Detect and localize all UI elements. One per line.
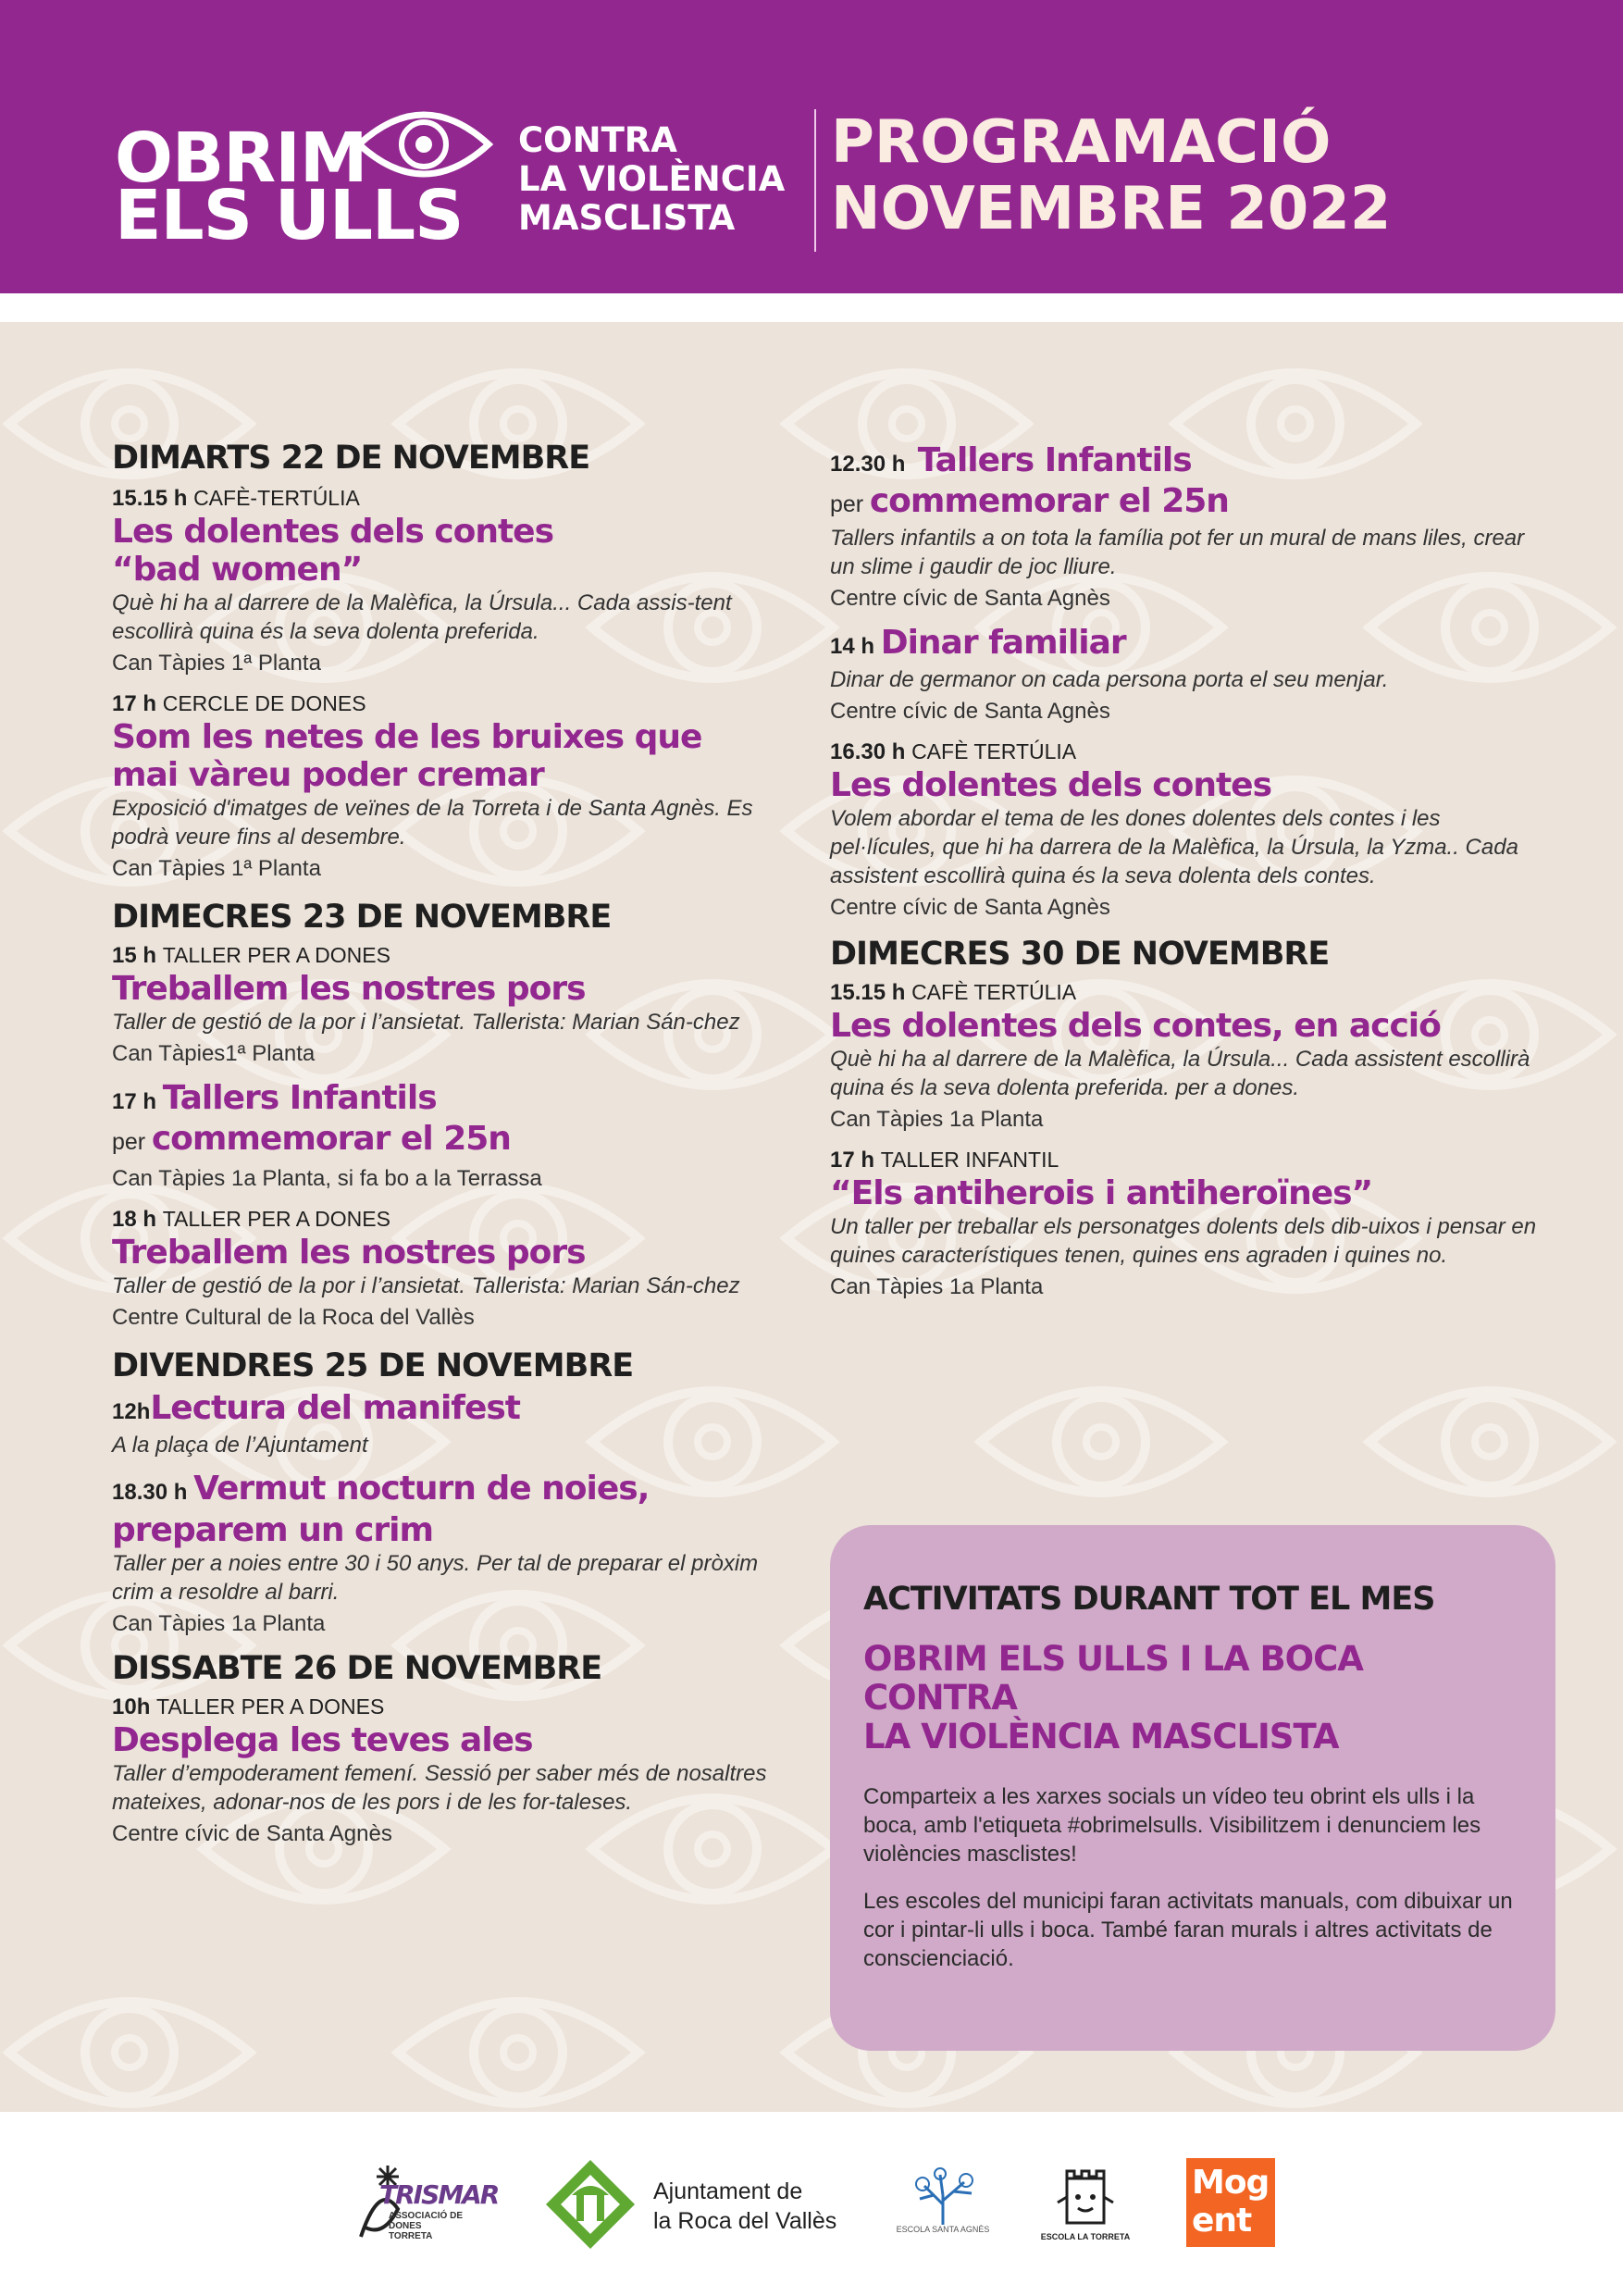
- event-title: “bad women”: [112, 551, 363, 589]
- event-time: 12h: [112, 1399, 151, 1424]
- day-heading: DIMECRES 30 DE NOVEMBRE: [830, 936, 1330, 973]
- event-item: [830, 625, 1542, 726]
- event-time: 18 h: [112, 1207, 157, 1232]
- event-title: Les dolentes dels contes: [112, 513, 554, 551]
- escola-la-torreta-name: ESCOLA LA TORRETA: [1040, 2232, 1131, 2241]
- event-item: [112, 689, 797, 884]
- event-time-line: [112, 689, 797, 718]
- event-time: 17 h: [112, 691, 157, 716]
- event-item: [830, 442, 1542, 614]
- day-heading: DIMARTS 22 DE NOVEMBRE: [112, 440, 590, 477]
- event-time-line: [112, 1080, 797, 1121]
- event-item: [830, 1146, 1542, 1302]
- event-title: mai vàreu poder cremar: [112, 756, 544, 794]
- event-place: Can Tàpies 1ª Planta: [112, 651, 321, 676]
- event-item: [112, 941, 797, 1069]
- event-description: Volem abordar el tema de les dones dolentes dels contes i les pel·lícules, que hi ha darrera de la Malèfica, la Úrsula, la Yzma.. Cada assistent escollirà quina és la seva dolenta dels contes.: [830, 806, 1518, 888]
- day-heading: DIVENDRES 25 DE NOVEMBRE: [112, 1347, 634, 1384]
- ajuntament-logo: [544, 2154, 849, 2256]
- event-description: Taller de gestió de la por i l’ansietat. Tallerista: Marian Sán-chez: [112, 1010, 740, 1035]
- event-place: Can Tàpies 1a Planta: [830, 1107, 1044, 1132]
- ajuntament-emblem-icon: [544, 2158, 637, 2251]
- event-description: Exposició d'imatges de veïnes de la Torreta i de Santa Agnès. Es podrà veure fins al desembre.: [112, 796, 753, 850]
- event-title: preparem un crim: [112, 1511, 433, 1549]
- event-item: [112, 1471, 797, 1639]
- mogent-name-line: Mog: [1192, 2164, 1270, 2202]
- schedule-right-column: [830, 442, 1542, 1302]
- event-title: Tallers Infantils: [917, 441, 1192, 479]
- event-time: 12.30 h: [830, 452, 906, 477]
- trismar-subtitle: ASSOCIACIÓ DE DONES TORRETA: [389, 2211, 464, 2241]
- event-description: Taller d’empoderament femení. Sessió per saber més de nosaltres mateixes, adonar-nos de les pors i de les for-taleses.: [112, 1761, 767, 1815]
- ajuntament-name: [653, 2177, 836, 2236]
- event-place: Can Tàpies 1ª Planta: [112, 856, 321, 881]
- event-description: Què hi ha al darrere de la Malèfica, la Úrsula... Cada assistent escollirà quina és la seva dolenta preferida. per a dones.: [830, 1047, 1530, 1100]
- event-title: Vermut nocturn de noies,: [193, 1470, 650, 1508]
- activities-paragraph: Comparteix a les xarxes socials un vídeo teu obrint els ulls i la boca, amb l'etiqueta #obrimelsulls. Visibilitzem i denunciem les violències masclistes!: [863, 1784, 1481, 1867]
- event-description: A la plaça de l’Ajuntament: [112, 1433, 368, 1458]
- event-item: [112, 484, 797, 678]
- event-place: Centre cívic de Santa Agnès: [830, 895, 1110, 920]
- programacio-date: NOVEMBRE 2022: [831, 175, 1392, 243]
- activities-title-line: LA VIOLÈNCIA MASCLISTA: [863, 1717, 1339, 1756]
- header-divider: [814, 109, 816, 252]
- event-kind: TALLER PER A DONES: [162, 1207, 390, 1231]
- campaign-subtitle-line: LA VIOLÈNCIA: [518, 159, 786, 199]
- event-time-line: [830, 738, 1542, 766]
- event-title: commemorar el 25n: [151, 1120, 511, 1158]
- event-time: 16.30 h: [830, 739, 906, 764]
- event-title: Les dolentes dels contes, en acció: [830, 1007, 1441, 1045]
- event-title: Dinar familiar: [880, 624, 1126, 662]
- activities-title-line: OBRIM ELS ULLS I LA BOCA: [863, 1639, 1363, 1679]
- mogent-logo: [1186, 2158, 1275, 2247]
- event-title: Tallers Infantils: [162, 1079, 437, 1117]
- event-time: 10h: [112, 1694, 151, 1719]
- mogent-name: [1192, 2164, 1269, 2240]
- event-time: 15 h: [112, 943, 157, 968]
- event-per: per: [112, 1129, 146, 1155]
- event-title: “Els antiherois i antiheroïnes”: [830, 1174, 1373, 1212]
- event-time: 14 h: [830, 634, 875, 659]
- event-title: Desplega les teves ales: [112, 1721, 533, 1759]
- event-time-line: [112, 1205, 797, 1234]
- trismar-logo: [352, 2163, 499, 2246]
- event-description: Un taller per treballar els personatges dolents dels dib-uixos i pensar en quines característiques tenen, quines ens agraden i quines no.: [830, 1214, 1537, 1268]
- event-time-line: [112, 1471, 797, 1511]
- event-time-line: [112, 1693, 797, 1721]
- eye-logo-icon: [353, 102, 494, 187]
- event-time: 17 h: [112, 1089, 157, 1114]
- event-description: Taller de gestió de la por i l’ansietat. Tallerista: Marian Sán-chez: [112, 1273, 740, 1298]
- event-description: Taller per a noies entre 30 i 50 anys. Per tal de preparar el pròxim crim a resoldre al barri.: [112, 1551, 759, 1605]
- event-place: Can Tàpies 1a Planta: [830, 1274, 1044, 1299]
- campaign-subtitle: [518, 121, 785, 238]
- event-title: Treballem les nostres pors: [112, 1234, 586, 1272]
- event-per-line: [830, 483, 1542, 524]
- event-time-line: [830, 1146, 1542, 1174]
- event-kind: CAFÈ-TERTÚLIA: [193, 486, 360, 510]
- programacio-title: PROGRAMACIÓ: [831, 108, 1332, 177]
- event-place: Can Tàpies1ª Planta: [112, 1041, 316, 1066]
- event-time: 15.15 h: [830, 980, 906, 1005]
- monthly-activities-box: [830, 1525, 1555, 2051]
- event-place: Can Tàpies 1a Planta: [112, 1611, 326, 1636]
- event-title: commemorar el 25n: [869, 482, 1229, 520]
- event-place: Centre cívic de Santa Agnès: [830, 699, 1110, 724]
- day-heading: DIMECRES 23 DE NOVEMBRE: [112, 899, 612, 936]
- event-time-line: [830, 625, 1542, 665]
- event-title: Som les netes de les bruixes que: [112, 718, 702, 756]
- event-item: [112, 1390, 797, 1459]
- trismar-name: TRISMAR: [379, 2179, 499, 2210]
- footer-sponsors: [0, 2112, 1623, 2296]
- event-kind: CAFÈ TERTÚLIA: [911, 980, 1077, 1004]
- event-kind: TALLER PER A DONES: [156, 1694, 385, 1719]
- event-title: Treballem les nostres pors: [112, 970, 586, 1008]
- day-heading: DISSABTE 26 DE NOVEMBRE: [112, 1650, 602, 1687]
- event-time: 15.15 h: [112, 486, 188, 511]
- campaign-subtitle-line: CONTRA: [518, 120, 677, 160]
- event-description: Què hi ha al darrere de la Malèfica, la Úrsula... Cada assis-tent escollirà quina és la seva dolenta preferida.: [112, 590, 732, 644]
- event-place: Centre Cultural de la Roca del Vallès: [112, 1305, 475, 1330]
- tree-icon: [892, 2167, 994, 2227]
- mogent-name-line: ent: [1192, 2202, 1252, 2240]
- event-time-line: [112, 484, 797, 513]
- event-title: Les dolentes dels contes: [830, 766, 1272, 804]
- event-time-line: [112, 941, 797, 970]
- event-per-line: [112, 1121, 797, 1161]
- event-item: [112, 1205, 797, 1333]
- event-time-line: [830, 978, 1542, 1007]
- header-banner: [0, 0, 1623, 293]
- event-kind: CERCLE DE DONES: [162, 691, 366, 715]
- event-item: [830, 978, 1542, 1135]
- event-item: [830, 738, 1542, 923]
- escola-santa-agnes-logo: [892, 2167, 994, 2251]
- logo-title-line1: OBRIM: [115, 118, 367, 198]
- activities-title: [863, 1640, 1518, 1756]
- event-place: Can Tàpies 1a Planta, si fa bo a la Terrassa: [112, 1166, 542, 1191]
- ajuntament-name-line: Ajuntament de: [653, 2178, 803, 2204]
- ajuntament-name-line: la Roca del Vallès: [653, 2208, 837, 2234]
- event-item: [112, 1693, 797, 1849]
- event-time-line: [830, 442, 1542, 483]
- activities-paragraph: Les escoles del municipi faran activitats manuals, com dibuixar un cor i pintar-li ulls i boca. També faran murals i altres activitats de conscienciació.: [863, 1889, 1513, 1971]
- event-time: 18.30 h: [112, 1480, 188, 1505]
- tower-icon: [1039, 2166, 1132, 2230]
- event-time-line: [112, 1390, 797, 1431]
- escola-santa-agnes-name: ESCOLA SANTA AGNÈS: [896, 2225, 990, 2234]
- event-item: [112, 1080, 797, 1194]
- logo-title-line2: ELS ULLS: [115, 176, 464, 255]
- event-kind: TALLER INFANTIL: [880, 1148, 1059, 1172]
- campaign-subtitle-line: MASCLISTA: [518, 198, 736, 238]
- event-per: per: [830, 491, 864, 517]
- event-place: Centre cívic de Santa Agnès: [830, 586, 1110, 611]
- schedule-left-column: [112, 438, 797, 1849]
- activities-heading: ACTIVITATS DURANT TOT EL MES: [863, 1581, 1435, 1618]
- event-description: Tallers infantils a on tota la família pot fer un mural de mans liles, crear un slime i gaudir de joc lliure.: [830, 526, 1525, 579]
- event-kind: CAFÈ TERTÚLIA: [911, 739, 1077, 763]
- event-place: Centre cívic de Santa Agnès: [112, 1821, 392, 1846]
- event-description: Dinar de germanor on cada persona porta el seu menjar.: [830, 667, 1389, 692]
- escola-la-torreta-logo: [1039, 2166, 1132, 2258]
- event-title: Lectura del manifest: [150, 1389, 521, 1427]
- event-kind: TALLER PER A DONES: [162, 943, 390, 967]
- activities-title-line: CONTRA: [863, 1678, 1017, 1718]
- event-time: 17 h: [830, 1148, 875, 1173]
